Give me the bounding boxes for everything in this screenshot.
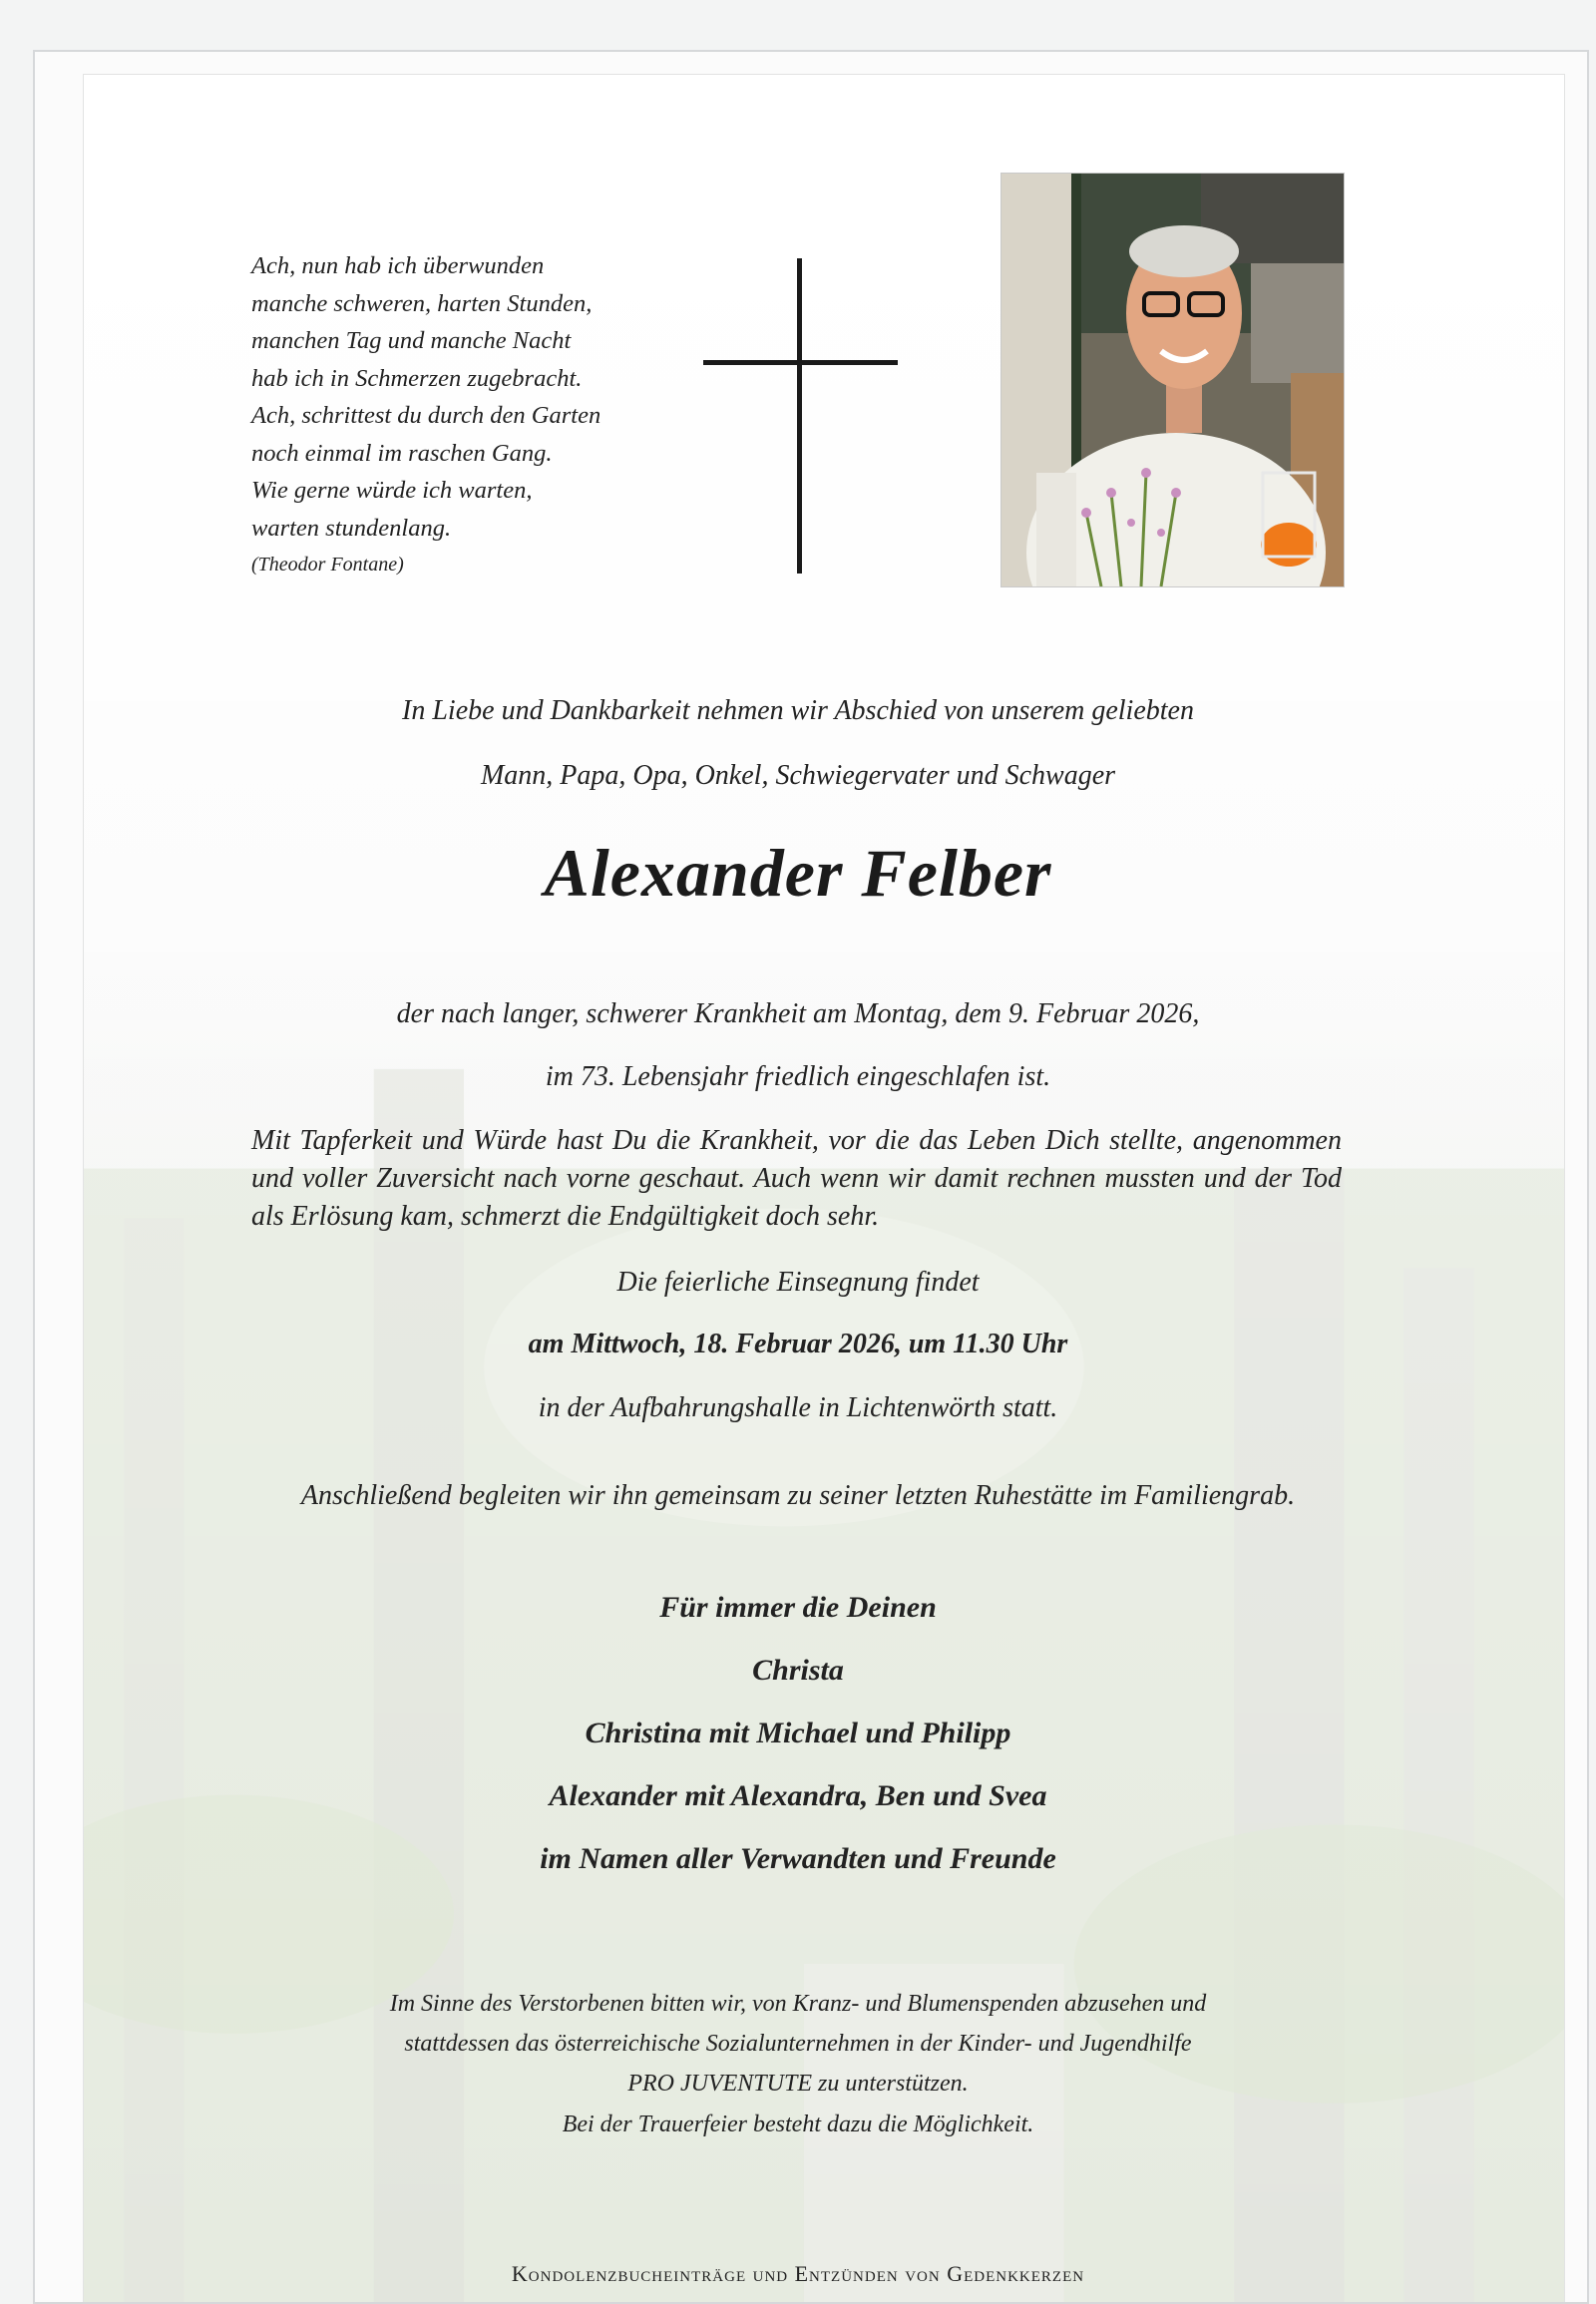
family-line: im Namen aller Verwandten und Freunde	[540, 1842, 1056, 1875]
donation-note-line: Im Sinne des Verstorbenen bitten wir, von Kranz- und Blumenspenden abzusehen und	[389, 1991, 1207, 2017]
ceremony-location: in der Aufbahrungshalle in Lichtenwörth statt.	[538, 1392, 1058, 1423]
poem-line: manchen Tag und manche Nacht	[251, 327, 572, 354]
poem-line: hab ich in Schmerzen zugebracht.	[251, 364, 583, 392]
deceased-portrait-photo	[1000, 173, 1345, 587]
death-line-1: der nach langer, schwerer Krankheit am Montag, dem 9. Februar 2026,	[396, 998, 1200, 1029]
poem-line: warten stundenlang.	[251, 514, 452, 542]
poem-author: (Theodor Fontane)	[251, 554, 404, 576]
deceased-name: Alexander Felber	[544, 835, 1052, 911]
ceremony-line-1: Die feierliche Einsegnung findet	[616, 1267, 980, 1298]
family-line: Christa	[752, 1654, 844, 1687]
burial-line: Anschließend begleiten wir ihn gemeinsam zu seiner letzten Ruhestätte im Familiengrab.	[300, 1480, 1296, 1511]
tribute-paragraph: Mit Tapferkeit und Würde hast Du die Krankheit, vor die das Leben Dich stellte, angenommen und voller Zuversicht nach vorne geschaut. Auch wenn wir damit rechnen mussten und der Tod als Erlösung kam, schmerzt die Endgültigkeit doch sehr.	[251, 1125, 1342, 1232]
condolence-footer-link[interactable]: Kondolenzbucheinträge und Entzünden von Gedenkkerzen	[511, 2261, 1085, 2286]
family-line: Alexander mit Alexandra, Ben und Svea	[549, 1779, 1047, 1812]
ceremony-date: am Mittwoch, 18. Februar 2026, um 11.30 Uhr	[528, 1329, 1068, 1359]
poem-line: Ach, nun hab ich überwunden	[251, 252, 545, 279]
poem-line: Wie gerne würde ich warten,	[251, 477, 533, 504]
donation-note-line: Bei der Trauerfeier besteht dazu die Möglichkeit.	[562, 2112, 1034, 2137]
donation-note-line: stattdessen das österreichische Sozialunternehmen in der Kinder- und Jugendhilfe	[404, 2031, 1192, 2057]
poem	[251, 247, 670, 584]
family-line: Für immer die Deinen	[659, 1591, 937, 1624]
donation-note-line: PRO JUVENTUTE zu unterstützen.	[627, 2071, 969, 2097]
intro-line-2: Mann, Papa, Opa, Onkel, Schwiegervater und Schwager	[480, 760, 1116, 791]
death-line-2: im 73. Lebensjahr friedlich eingeschlafen ist.	[545, 1061, 1051, 1092]
poem-line: manche schweren, harten Stunden,	[251, 289, 593, 317]
family-line: Christina mit Michael und Philipp	[585, 1717, 1011, 1749]
cross-icon	[703, 258, 898, 574]
poem-line: noch einmal im raschen Gang.	[251, 439, 553, 467]
poem-line: Ach, schrittest du durch den Garten	[251, 402, 601, 429]
intro-line-1: In Liebe und Dankbarkeit nehmen wir Abschied von unserem geliebten	[402, 695, 1194, 726]
